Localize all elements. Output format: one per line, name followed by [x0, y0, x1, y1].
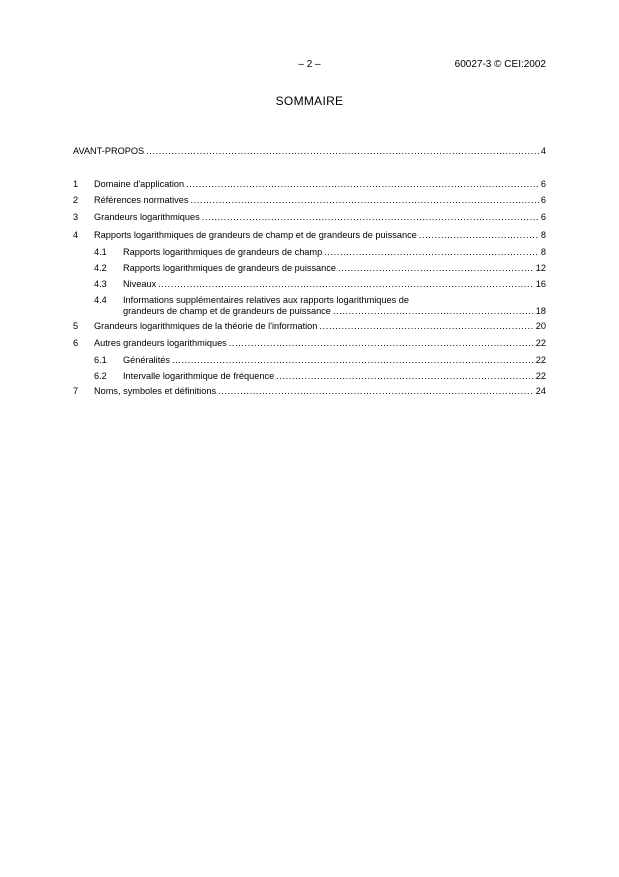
dot-leader	[146, 146, 539, 157]
toc-entry-number: 1	[73, 179, 79, 189]
toc-entry-label: grandeurs de champ et de grandeurs de puissance	[123, 306, 331, 316]
toc-entry-number: 5	[73, 321, 79, 331]
toc-entry-6[interactable]	[73, 338, 546, 349]
toc-entry-label: Grandeurs logarithmiques	[94, 212, 200, 222]
toc-entry-number: 4.1	[94, 247, 107, 257]
toc-entry-page: 6	[540, 179, 546, 189]
document-reference: 60027-3 © CEI:2002	[454, 59, 546, 70]
toc-entry-number: 4.4	[94, 295, 107, 305]
dot-leader	[172, 355, 534, 366]
toc-entry-number: 4.3	[94, 279, 107, 289]
toc-entry-label: Autres grandeurs logarithmiques	[94, 338, 227, 348]
toc-entry-label: Rapports logarithmiques de grandeurs de puissance	[123, 263, 336, 273]
toc-entry-page: 24	[535, 386, 546, 396]
toc-entry-6-2[interactable]	[73, 371, 546, 382]
toc-entry-label: Références normatives	[94, 195, 189, 205]
page-number: – 2 –	[298, 59, 321, 70]
toc-entry-page: 18	[535, 306, 546, 316]
toc-entry-3[interactable]	[73, 212, 546, 223]
toc-entry-number: 3	[73, 212, 79, 222]
toc-entry-page: 20	[535, 321, 546, 331]
toc-entry-number: 6.2	[94, 371, 107, 381]
dot-leader	[333, 306, 534, 317]
toc-entry-number: 2	[73, 195, 79, 205]
dot-leader	[202, 212, 539, 223]
toc-entry-page: 22	[535, 338, 546, 348]
toc-entry-number: 6.1	[94, 355, 107, 365]
toc-entry-label: Intervalle logarithmique de fréquence	[123, 371, 275, 381]
toc-entry-number: 7	[73, 386, 79, 396]
toc-entry-number: 4	[73, 230, 79, 240]
dot-leader	[419, 230, 539, 241]
toc-entry-label: Grandeurs logarithmiques de la théorie de l'information	[94, 321, 318, 331]
dot-leader	[319, 321, 533, 332]
toc-entry-4[interactable]	[73, 230, 546, 241]
toc-entry-7[interactable]	[73, 386, 546, 397]
toc-entry-page: 6	[540, 212, 546, 222]
toc-entry-page: 8	[540, 230, 546, 240]
toc-entry-5[interactable]	[73, 321, 546, 332]
toc-entry-2[interactable]	[73, 195, 546, 206]
dot-leader	[190, 195, 538, 206]
dot-leader	[218, 386, 534, 397]
dot-leader	[338, 263, 534, 274]
toc-entry-4-4-line1[interactable]	[73, 295, 546, 306]
toc-entry-4-3[interactable]	[73, 279, 546, 290]
toc-entry-4-2[interactable]	[73, 263, 546, 274]
toc-entry-page: 22	[535, 355, 546, 365]
toc-entry-label: Rapports logarithmiques de grandeurs de champ	[123, 247, 323, 257]
toc-entry-label: Généralités	[123, 355, 170, 365]
toc-entry-page: 8	[540, 247, 546, 257]
dot-leader	[324, 247, 539, 258]
toc-entry-1[interactable]	[73, 179, 546, 190]
toc-entry-label: Domaine d'application	[94, 179, 185, 189]
dot-leader	[229, 338, 534, 349]
toc-entry-page: 12	[535, 263, 546, 273]
page-title: SOMMAIRE	[275, 94, 344, 108]
toc-entry-6-1[interactable]	[73, 355, 546, 366]
toc-entry-label: Noms, symboles et définitions	[94, 386, 217, 396]
toc-entry-page: 16	[535, 279, 546, 289]
dot-leader	[186, 179, 539, 190]
toc-entry-page: 6	[540, 195, 546, 205]
toc-entry-page: 22	[535, 371, 546, 381]
dot-leader	[158, 279, 534, 290]
toc-entry-number: 6	[73, 338, 79, 348]
toc-entry-number: 4.2	[94, 263, 107, 273]
toc-entry-4-1[interactable]	[73, 247, 546, 258]
dot-leader	[276, 371, 534, 382]
toc-entry-avant-propos[interactable]	[73, 146, 546, 157]
toc-entry-label: Niveaux	[123, 279, 157, 289]
toc-entry-label: Rapports logarithmiques de grandeurs de champ et de grandeurs de puissance	[94, 230, 417, 240]
toc-entry-4-4-line2[interactable]	[73, 306, 546, 317]
toc-entry-label: AVANT-PROPOS	[73, 146, 145, 156]
toc-entry-page: 4	[540, 146, 546, 156]
toc-entry-label: Informations supplémentaires relatives aux rapports logarithmiques de	[123, 295, 409, 305]
